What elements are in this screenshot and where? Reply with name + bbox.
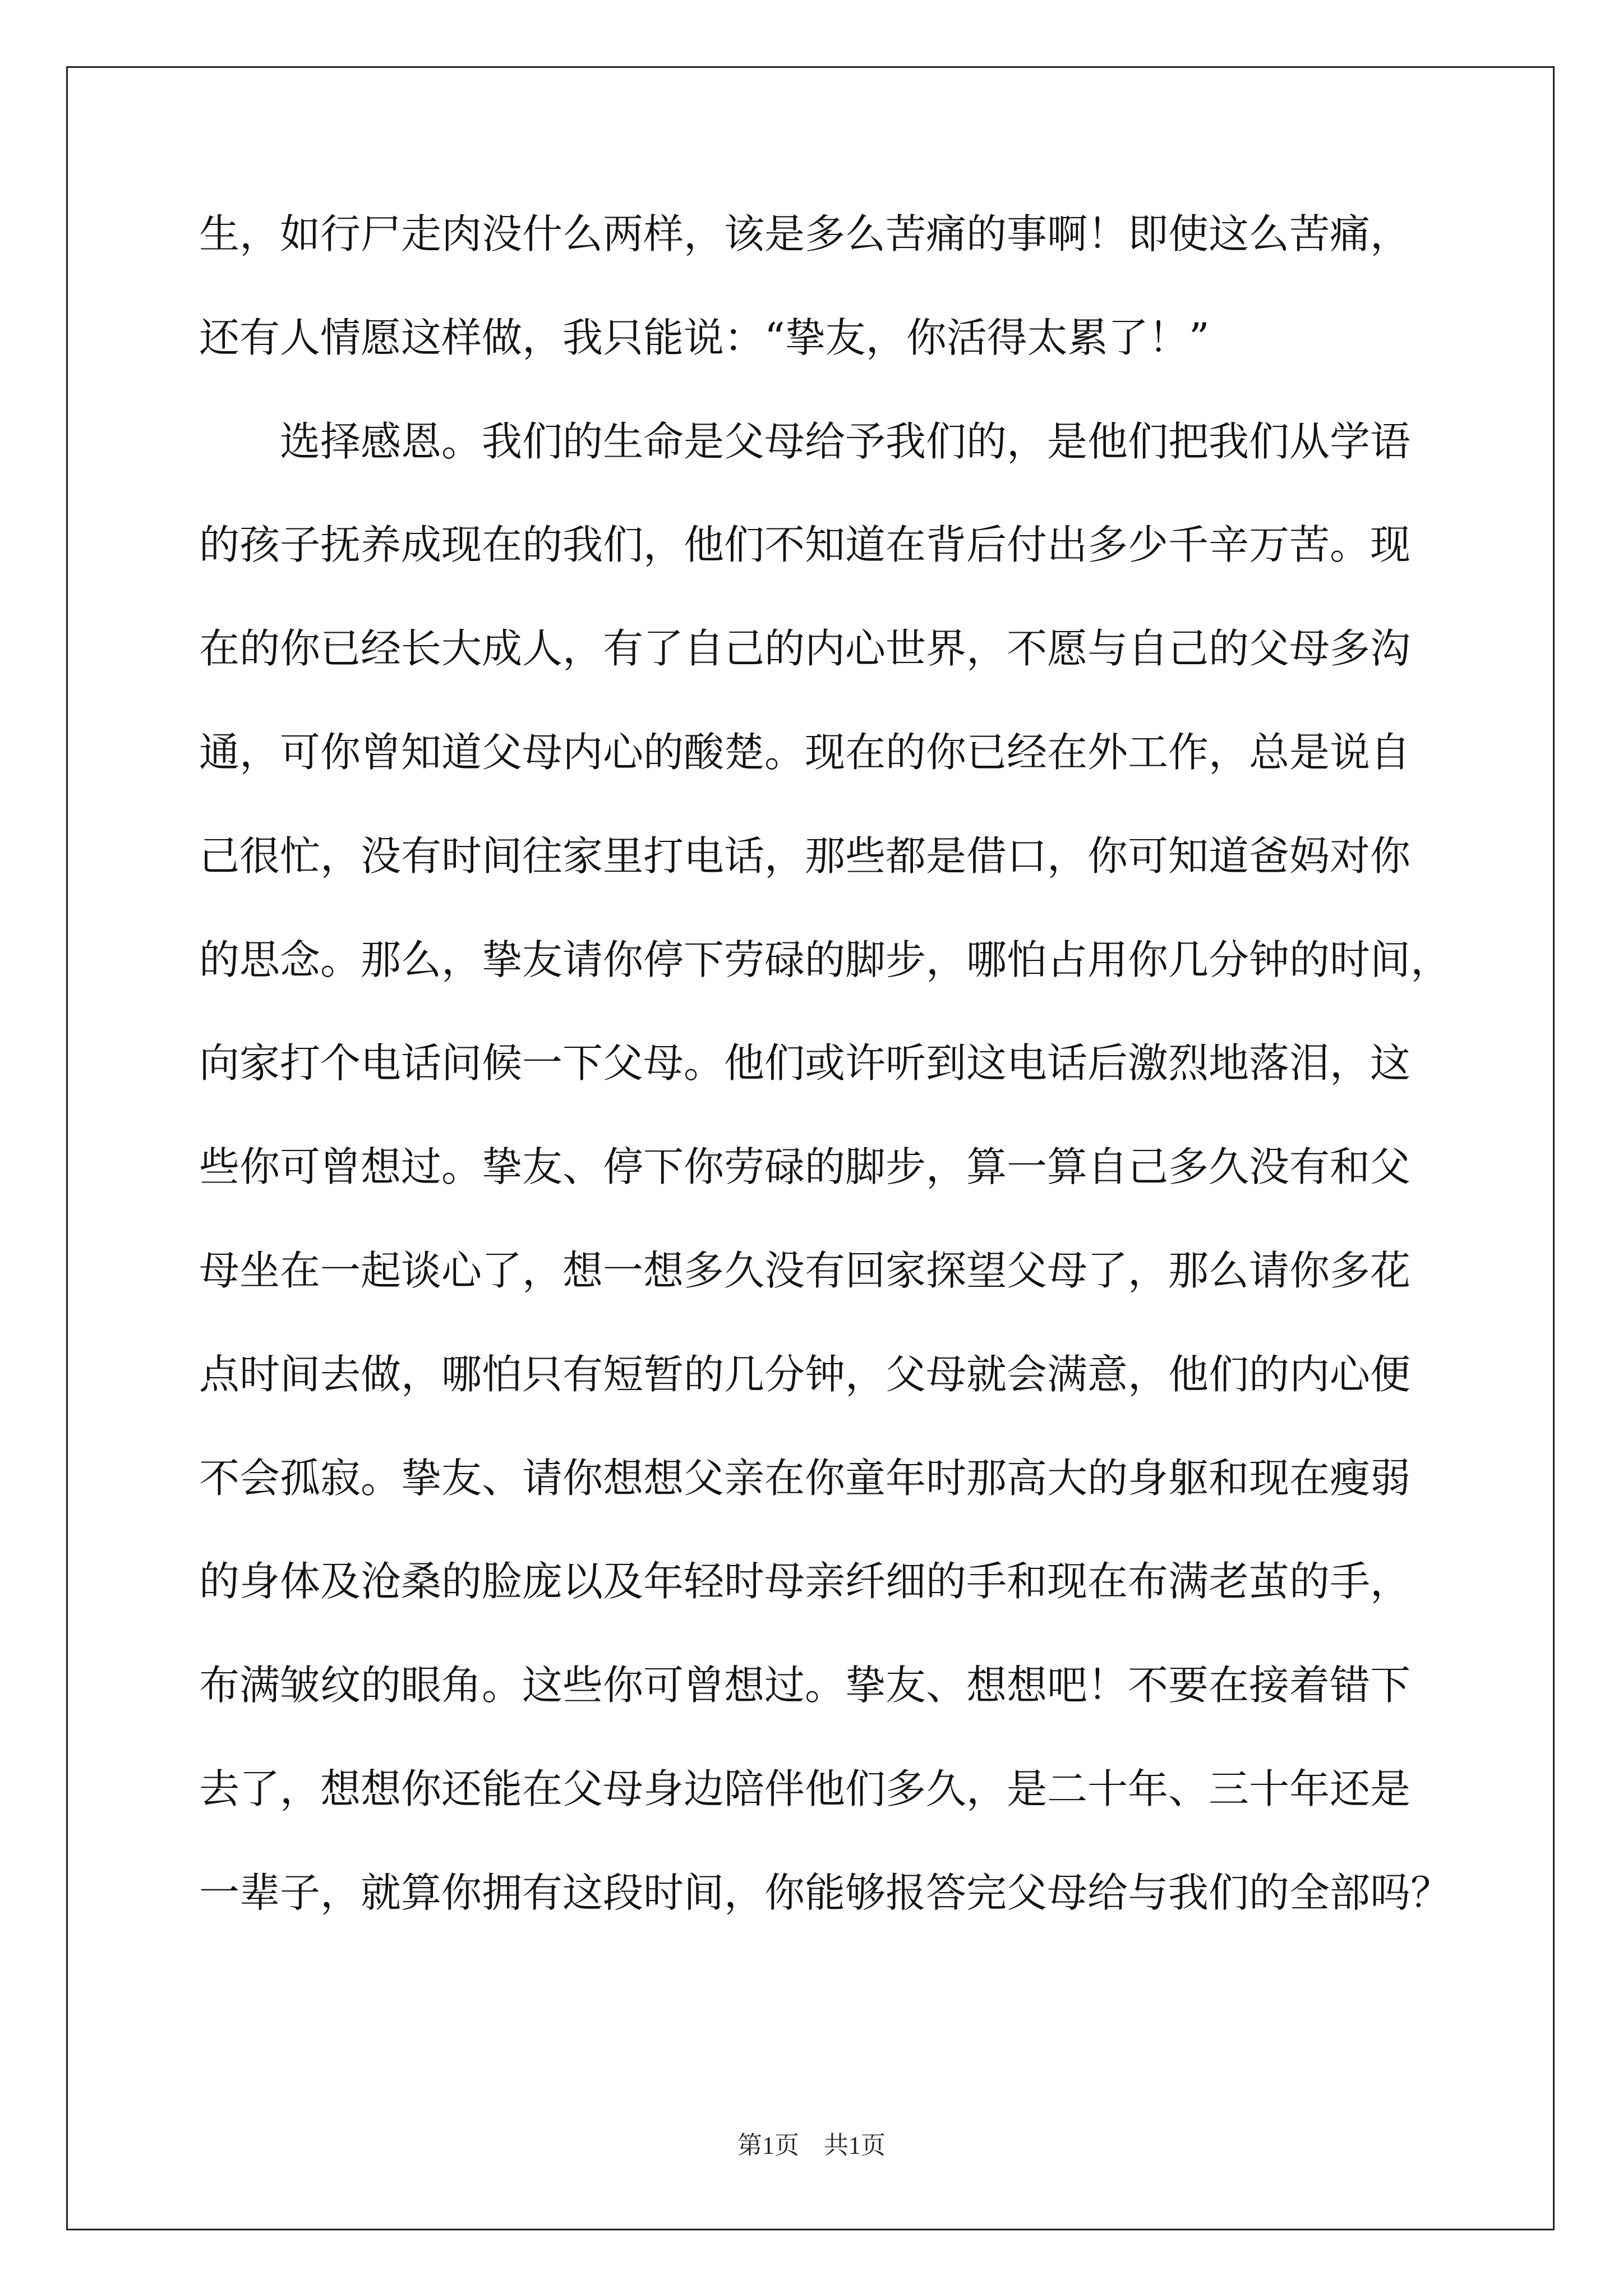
document-body [199, 210, 1451, 1976]
text-line: 一辈子，就算你拥有这段时间，你能够报答完父母给与我们的全部吗？ [199, 1869, 1451, 1916]
text-line: 在的你已经长大成人，有了自己的内心世界，不愿与自己的父母多沟 [199, 625, 1411, 673]
text-line: 的孩子抚养成现在的我们，他们不知道在背后付出多少千辛万苦。现 [199, 521, 1411, 569]
text-line: 的身体及沧桑的脸庞以及年轻时母亲纤细的手和现在布满老茧的手， [199, 1558, 1411, 1605]
text-line: 点时间去做，哪怕只有短暂的几分钟，父母就会满意，他们的内心便 [199, 1350, 1411, 1398]
text-line: 还有人情愿这样做，我只能说：“挚友，你活得太累了！” [199, 314, 1210, 361]
text-line: 些你可曾想过。挚友、停下你劳碌的脚步，算一算自己多久没有和父 [199, 1143, 1411, 1191]
text-line: 的思念。那么，挚友请你停下劳碌的脚步，哪怕占用你几分钟的时间， [199, 936, 1451, 983]
text-line: 向家打个电话问候一下父母。他们或许听到这电话后激烈地落泪，这 [199, 1039, 1411, 1087]
text-line: 通，可你曾知道父母内心的酸楚。现在的你已经在外工作，总是说自 [199, 728, 1411, 776]
page-number-footer: 第1页 共1页 [737, 2132, 886, 2159]
text-line: 布满皱纹的眼角。这些你可曾想过。挚友、想想吧！不要在接着错下 [199, 1662, 1411, 1709]
text-line: 选择感恩。我们的生命是父母给予我们的，是他们把我们从学语 [199, 417, 1411, 465]
text-line: 己很忙，没有时间往家里打电话，那些都是借口，你可知道爸妈对你 [199, 832, 1411, 880]
text-line: 生，如行尸走肉没什么两样，该是多么苦痛的事啊！即使这么苦痛， [199, 210, 1411, 257]
text-line: 母坐在一起谈心了，想一想多久没有回家探望父母了，那么请你多花 [199, 1246, 1411, 1294]
text-line: 不会孤寂。挚友、请你想想父亲在你童年时那高大的身躯和现在瘦弱 [199, 1454, 1411, 1502]
text-line: 去了，想想你还能在父母身边陪伴他们多久，是二十年、三十年还是 [199, 1765, 1411, 1812]
